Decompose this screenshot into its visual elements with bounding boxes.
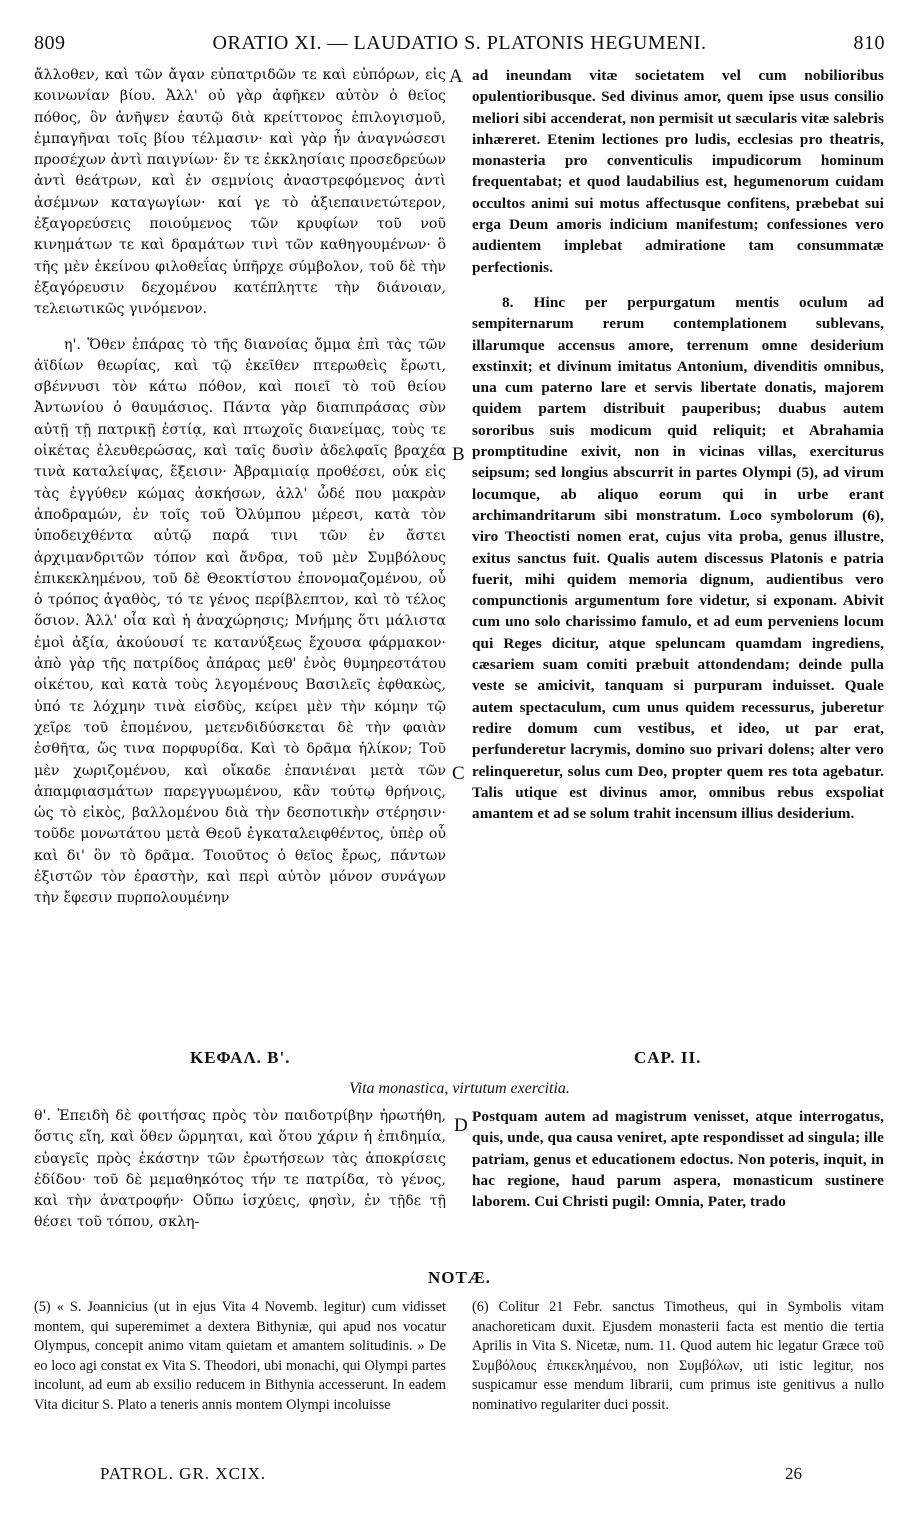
- margin-marker-b: B: [452, 444, 465, 465]
- chapter-subtitle: Vita monastica, virtutum exercitia.: [349, 1080, 570, 1097]
- latin-paragraph-1: ad ineundam vitæ societatem vel cum nobilioribus opulentioribusque. Sed divinus amor, quem ipse usus consilio meliori sibi accenderat, non permisit ut sæcularis vitæ salebris inhæreret. Etenim lectiones pro ludis, ecclesias pro theatris, monasteria pro conventiculis impudicorum hominum frequentabat; et quod laudabilius est, hegumenorum cuidam occultos animi sui motus affectusque confitens, præbebat sui erga Deum amoris indicium manifestum; confessiones vero audientem implebat admiratione tam consummatæ perfectionis.: [472, 67, 884, 276]
- greek-chapter2-text: [34, 1106, 446, 1256]
- greek-text-column: [34, 65, 446, 1065]
- footer-collection-label: PATROL. GR. XCIX.: [100, 1464, 267, 1483]
- notes-heading: NOTÆ.: [427, 1268, 492, 1287]
- chapter-title-greek: ΚΕΦΑΛ. Β'.: [190, 1048, 291, 1067]
- margin-marker-d: D: [454, 1115, 468, 1136]
- footnote-6: (6) Colitur 21 Febr. sanctus Timotheus, qui in Symbolis vitam anachoreticam duxit. Ejusdem monasterii facta est mentio die tertia Aprilis in Vita S. Nicetæ, num. 11. Quod autem hic legatur Græce τοῦ Συμβόλους ἐπικεκλημένου, non Συμβόλων, uti istic legitur, nos suspicamur esse mendum librarii, cum primus iste genitivus a nullo nominativo regulariter duci possit.: [472, 1299, 884, 1413]
- footer-signature-number: 26: [785, 1464, 802, 1483]
- greek-paragraph-2: η'. Ὅθεν ἐπάρας τὸ τῆς διανοίας ὄμμα ἐπὶ τὰς τῶν ἀϊδίων θεωρίας, καὶ τῷ ἐκεῖθεν πτερωθεὶς ἔρωτι, σβέννυσι τὸν κάτω πόθον, καὶ ποιεῖ τὸ τοῦ θείου Ἀντωνίου ὁ θαυμάσιος. Πάντα γὰρ διαπιπράσας σὺν αὐτῇ τῇ πατρικῇ ἑστίᾳ, καὶ πτωχοῖς διανείμας, τοὺς τε οἰκέτας ἐλευθερώσας, καὶ ταῖς δυσὶν ἀδελφαῖς βραχέα τινὰ καταλείψας, ἔξεισιν· Ἀβραμιαίᾳ προθέσει, οὐκ εἰς τὰς ἐγγύθεν κώμας ἀσκήσων, ἀλλ' ὧδέ που μακρὰν ἀποδραμών, ἐν τοῖς τοῦ Ὀλύμπου μέρεσι, κατὰ τὸν ὑποδειχθέντα αὐτῷ παρά τινι τῶν ἐν ἄστει ἀρχιμανδριτῶν τόπον καὶ ἄνδρα, τοῦ μὲν Συμβόλους ἐπικεκλημένου, τοῦ δὲ Θεοκτίστου ἐπονομαζομένου, οὗ ὁ τρόπος ἀγαθὸς, τό τε γένος περίβλεπτον, καὶ τὸ τέλος ὅσιον. Ἀλλ' οἷα καὶ ἡ ἀναχώρησις; Μνήμης ὅτι μάλιστα ἐμοὶ ἀξία, ἀκούουσί τε κατανύξεως ἔχουσα φάρμακον· ἀπὸ γὰρ τῆς πατρίδος ἀπάρας μεθ' ἑνὸς θυμηρεστάτου οἰκέτου, καὶ κατὰ τοὺς λεγομένους Βασιλεῖς ἐφθακὼς, ὑπό τε λόχμην τινὰ εἰσδὺς, κείρει μὲν τὴν κόμην τῷ χεῖρε τοῦ ἑπομένου, μετενδιδύσκεται δὲ τὴν φαιὰν ἐσθῆτα, ὥς τινα πορφυρίδα. Καὶ τὸ δρᾶμα ἡλίκον; Τοῦ μὲν χωριζομένου, καὶ οἴκαδε ἐπανιέναι μετὰ τῶν ἀπαμφιασμάτων παρεγγυωμένου, κἂν τούτῳ θρήνοις, ὡς τὸ εἰκὸς, βαλλομένου διὰ τὴν δεσποτικὴν στέρησιν· τοῦδε μονωτάτου μετὰ Θεοῦ ἐγκαταλειφθέντος, ὑπὲρ οὗ καὶ δι' ὃν τὸ δρᾶμα. Τοιοῦτος ὁ θεῖος ἔρως, πάντων ἐξιστῶν τὸν ἐραστὴν, καὶ περὶ αὐτὸν μόνον συνάγων τὴν ἔφεσιν πυρπολουμένην: [34, 336, 446, 907]
- latin-text-column: [472, 65, 884, 1065]
- latin-chapter2-paragraph: Postquam autem ad magistrum venisset, atque interrogatus, quis, unde, qua causa veniret, apte respondisset ad singula; ille patriam, genus et educationem edoctus. Non poteris, inquit, in hac regione, haud parum aspera, monasticum sustinere laborem. Cui Christi pugil: Omnia, Pater, trado: [472, 1108, 884, 1211]
- page-number-left: 809: [34, 32, 66, 54]
- greek-paragraph-1: ἄλλοθεν, καὶ τῶν ἄγαν εὐπατριδῶν τε καὶ εὐπόρων, εἰς κοινωνίαν βίου. Ἀλλ' οὐ γὰρ ἀφῆκεν αὐτὸν ὁ θεῖος πόθος, ὃν ἀνῆψεν ἑαυτῷ διὰ κρείττονος ἐπιλογισμοῦ, ἐμπαγῆναι τοῖς βίου τέλμασιν· καὶ γὰρ ἦν ἀναγνώσεσι προσέχων ἀντὶ παιγνίων· ἔν τε ἐκκλησίαις προσεδρεύων ἀντὶ θεάτρων, καὶ ἐν σεμνίοις ἀναστρεφόμενος ἀντὶ ἀσέμνων καταγωγίων· καί γε τὸ ἀξιεπαινετώτερον, ἐξαγορεύσεις ποιούμενος τῶν κρυφίων τοῦ νοῦ κινημάτων τε καὶ δραμάτων τινὶ τῶν καθηγουμένων· ὃ τῆς μὲν ἐκείνου φιλοθεΐας ὑπῆρχε σύμβολον, τοῦ δὲ τὴν ἐξαγόρευσιν δεχομένου κατέπληττε τὴν διάνοιαν, τελειωτικῶς γινόμενον.: [34, 67, 446, 318]
- margin-marker-c: C: [452, 763, 465, 784]
- page-number-right: 810: [853, 32, 885, 54]
- margin-marker-a: A: [449, 66, 463, 87]
- running-title: ORATIO XI. — LAUDATIO S. PLATONIS HEGUMENI.: [212, 32, 707, 54]
- footnote-5: (5) « S. Joannicius (ut in ejus Vita 4 Novemb. legitur) cum vidisset montem, qui superemimet a dextera Bithyniæ, qui apud nos vocatur Olympus, concepit animo vitam quietam et amantem solitudinis. » De eo loco agi constat ex Vita S. Theodori, ubi monachi, qui Olympi partes incolunt, ad eum ab exsilio reducem in Bithynia accesserunt. In eadem Vita dicitur S. Plato a teneris annis montem Olympi incoluisse: [34, 1299, 446, 1413]
- latin-chapter2-text: [472, 1106, 884, 1256]
- greek-chapter2-paragraph: θ'. Ἐπειδὴ δὲ φοιτήσας πρὸς τὸν παιδοτρίβην ἠρωτήθη, ὅστις εἴη, καὶ ὅθεν ὥρμηται, καὶ ὅτου χάριν ἡ ἐπιδημία, εὐαγεῖς πρὸς ἑκάστην τῶν ἐρωτήσεων τὰς ἀποκρίσεις ἐδίδου· τοῦ δὲ μεμαθηκότος τήν τε πατρίδα, τὸ γένος, καὶ τὴν ἀνατροφήν· Οὔπω ἰσχύεις, φησὶν, ἐν τῇδε τῇ θέσει τοῦ τόπου, σκλη-: [34, 1108, 446, 1231]
- chapter-title-latin: CAP. II.: [634, 1048, 702, 1067]
- latin-paragraph-2: 8. Hinc per perpurgatum mentis oculum ad sempiternarum rerum contemplationem sublevans, illarumque accensus amore, terrenum omne desiderium exstinxit; et divinum imitatus Antonium, divenditis omnibus, una cum paterno lare et servis libertate donatis, majorem quidem partem distribuit pauperibus; duabus autem sororibus suis modicum quid reliquit; et Abrahamia promptitudine exivit, non in vicinas villas, exerciturus seipsum; sed longius abscurrit in partes Olympi (5), ad virum locumque, ab aliquo eorum qui in urbe erant archimandritarum sibi monstratum. Loco symbolorum (6), viro Theoctisti nomen erat, cujus vita proba, genus illustre, exitus sanctus fuit. Qualis autem discessus Platonis e patria fuerit, mihi quidem memoria dignum, audientibus vero compunctionis argumentum fore videtur, si exponam. Abivit cum uno solo charissimo famulo, et ad eum perveniens locum qui Reges dicitur, atque speluncam quamdam ingrediens, cæsariem suam comiti præbuit attondendam; deinde pulla veste se amicivit, tanquam si purpuram induisset. Quale autem spectaculum, cum unus quidem recessurus, juberetur redire domum cum vestibus, et ideo, ut par erat, perfunderetur lacrymis, domino suo privari dolens; alter vero relinqueretur, solus cum Deo, propter quem res tota agebatur. Talis utique est divinus amor, omnibus rebus exspoliat amantem et ad se solum trahit incensum illius desiderium.: [472, 293, 884, 823]
- page-header: [34, 32, 885, 60]
